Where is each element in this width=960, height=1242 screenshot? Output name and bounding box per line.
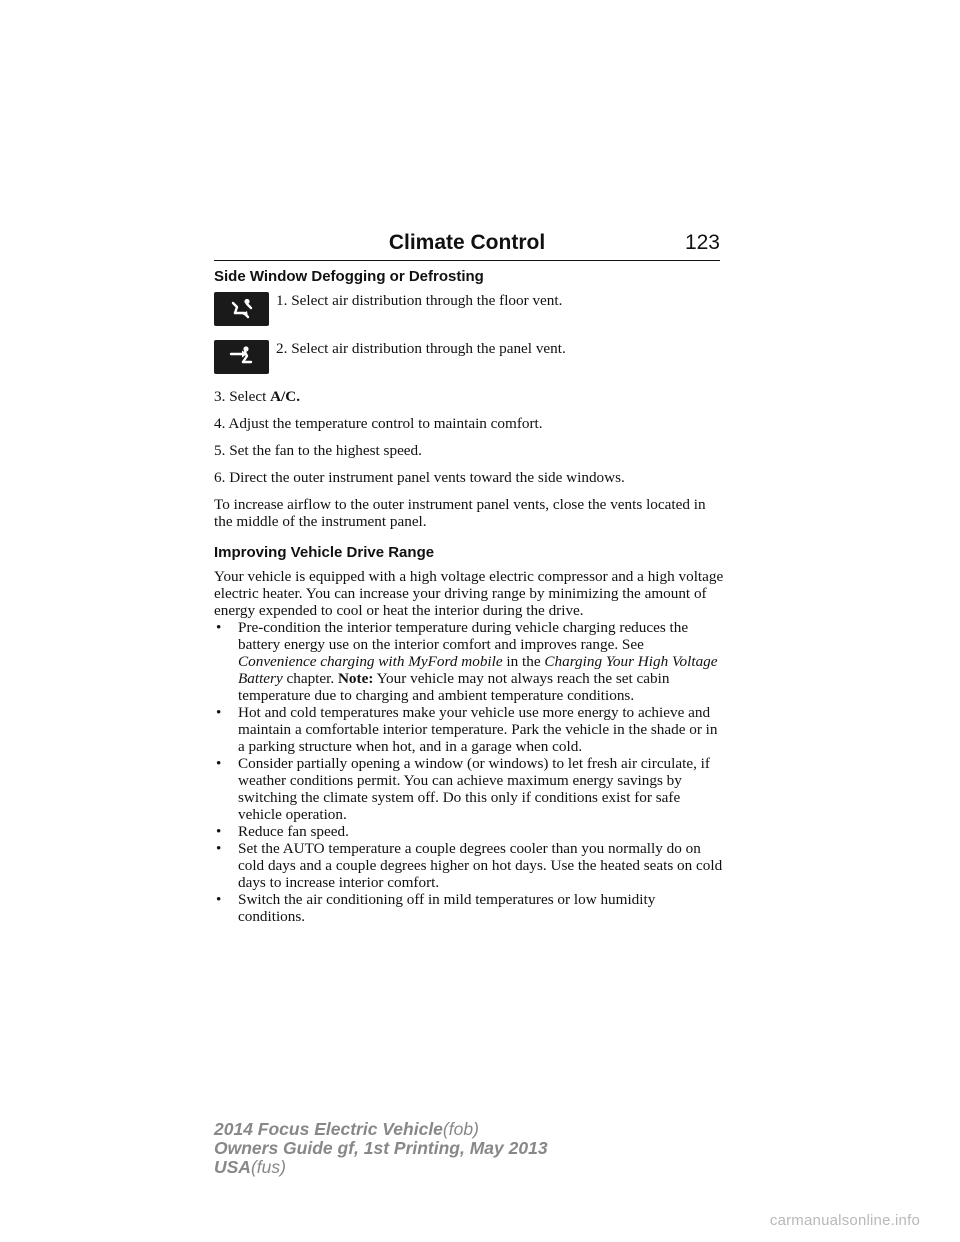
bullet-symbol: • bbox=[216, 619, 222, 636]
page-content bbox=[214, 268, 724, 925]
chapter-title: Climate Control bbox=[388, 231, 546, 254]
floor-vent-icon bbox=[214, 292, 269, 326]
section-heading-side-window: Side Window Defogging or Defrosting bbox=[214, 268, 484, 285]
drive-range-tips bbox=[214, 619, 724, 925]
page-header bbox=[214, 228, 720, 258]
list-item: • Switch the air conditioning off in mild temperatures or low humidity conditions. bbox=[216, 891, 656, 925]
xref-convenience-charging: Convenience charging with MyFord mobile bbox=[238, 653, 503, 670]
section-heading-drive-range: Improving Vehicle Drive Range bbox=[214, 544, 435, 561]
step-panel-vent bbox=[214, 340, 724, 388]
drive-range-intro: Your vehicle is equipped with a high voltage electric compressor and a high voltage electric heater. You can increase your driving range by minimizing the amount of energy expended to cool or heat the interior during the drive. bbox=[214, 568, 724, 619]
footer-line-2: Owners Guide gf, 1st Printing, May 2013 bbox=[214, 1138, 548, 1158]
watermark: carmanualsonline.info bbox=[769, 1212, 920, 1229]
page-footer bbox=[214, 1120, 548, 1177]
bullet-symbol: • bbox=[216, 755, 222, 772]
step-4: 4. Adjust the temperature control to maintain comfort. bbox=[214, 415, 543, 432]
xref-charging-chapter: Charging Your High Voltage Battery bbox=[238, 653, 718, 687]
list-item: • Pre-condition the interior temperature during vehicle charging reduces the battery energy use on the interior comfort and improves range. See Convenience charging with MyFord mobile in the Charging Your High Voltage Battery chapter. Note: Your vehicle may not always reach the set cabin temperature due to charging and ambient temperature conditions. bbox=[216, 619, 718, 704]
airflow-note: To increase airflow to the outer instrument panel vents, close the vents located in the middle of the instrument panel. bbox=[214, 496, 706, 530]
ac-label: A/C. bbox=[270, 388, 301, 405]
step-3: 3. Select A/C. bbox=[214, 388, 301, 405]
footer-line-3: USA(fus) bbox=[214, 1157, 286, 1177]
header-rule bbox=[214, 260, 720, 261]
list-item: • Consider partially opening a window (or windows) to let fresh air circulate, if weather conditions permit. You can achieve maximum energy savings by switching the climate system off. Do this only if conditions exist for safe vehicle operation. bbox=[216, 755, 710, 823]
bullet-symbol: • bbox=[216, 840, 222, 857]
list-item: • Hot and cold temperatures make your vehicle use more energy to achieve and maintain a comfortable interior temperature. Park the vehicle in the shade or in a parking structure when hot, and in a garage when cold. bbox=[216, 704, 718, 755]
step-5: 5. Set the fan to the highest speed. bbox=[214, 442, 422, 459]
step-text: 1. Select air distribution through the floor vent. bbox=[276, 292, 563, 309]
page-number: 123 bbox=[684, 231, 720, 254]
list-item: • Reduce fan speed. bbox=[216, 823, 349, 840]
note-label: Note: bbox=[337, 670, 374, 687]
bullet-symbol: • bbox=[216, 891, 222, 908]
footer-line-1: 2014 Focus Electric Vehicle(fob) bbox=[214, 1119, 479, 1139]
step-text: 2. Select air distribution through the panel vent. bbox=[276, 340, 566, 357]
step-floor-vent bbox=[214, 292, 724, 340]
bullet-symbol: • bbox=[216, 704, 222, 721]
step-6: 6. Direct the outer instrument panel vents toward the side windows. bbox=[214, 469, 625, 486]
panel-vent-icon bbox=[214, 340, 269, 374]
bullet-symbol: • bbox=[216, 823, 222, 840]
list-item: • Set the AUTO temperature a couple degrees cooler than you normally do on cold days and a couple degrees higher on hot days. Use the heated seats on cold days to increase interior comfort. bbox=[216, 840, 723, 891]
